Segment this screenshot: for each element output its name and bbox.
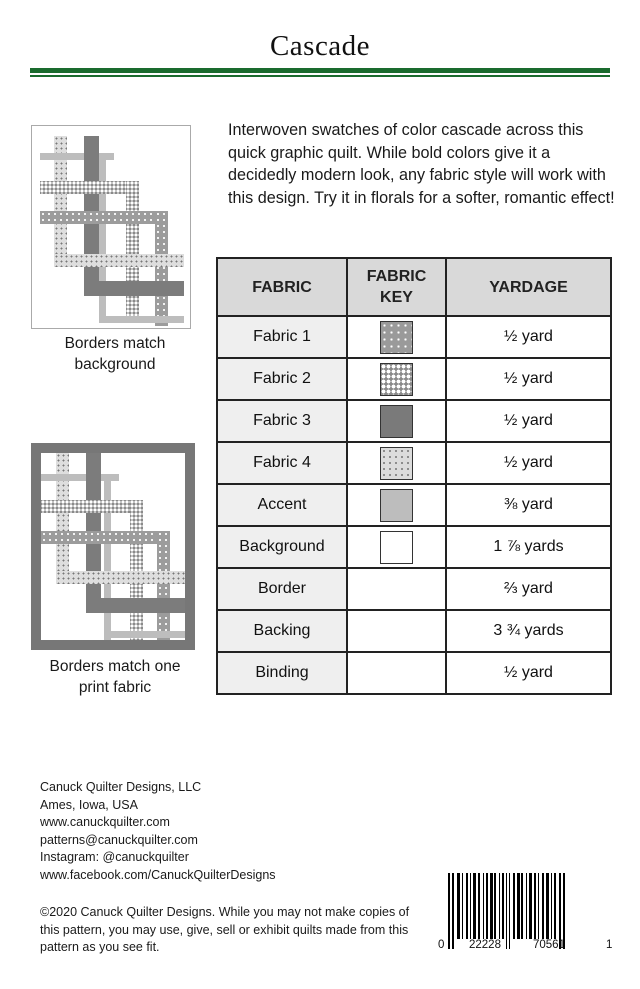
yardage-value: ½ yard xyxy=(446,652,611,694)
company-location: Ames, Iowa, USA xyxy=(40,797,138,812)
fabric-key-cell xyxy=(347,442,446,484)
white-swatch-icon xyxy=(380,531,413,564)
fabric-name: Backing xyxy=(217,610,347,652)
table-row xyxy=(217,316,611,358)
fabric-requirements-table xyxy=(216,257,612,695)
strip-fabric4-horizontal xyxy=(54,254,184,267)
strip-fabric3-horizontal xyxy=(86,598,185,613)
fabric-name: Fabric 4 xyxy=(217,442,347,484)
light-gray-solid-swatch-icon xyxy=(380,489,413,522)
strip-fabric2-vertical xyxy=(126,181,139,321)
copyright-notice: ©2020 Canuck Quilter Designs. While you may not make copies of this pattern, you may use, give, sell or exhibit quilts made from this pattern as you see fit. xyxy=(40,905,410,954)
fabric-key-cell xyxy=(347,610,446,652)
table-row xyxy=(217,484,611,526)
email-link[interactable]: patterns@canuckquilter.com xyxy=(40,832,198,847)
contact-info xyxy=(40,779,276,884)
title-divider-thick xyxy=(30,68,610,73)
fabric-name: Background xyxy=(217,526,347,568)
strip-accent-vertical xyxy=(104,474,111,640)
caption-borders-match-background xyxy=(28,333,202,375)
caption-line: Borders match one xyxy=(49,658,181,675)
title-divider-thin xyxy=(30,75,610,77)
table-row xyxy=(217,526,611,568)
header-key-line2: KEY xyxy=(380,289,413,306)
strip-fabric4-vertical xyxy=(56,453,69,581)
fabric-key-cell xyxy=(347,652,446,694)
fabric-key-cell xyxy=(347,316,446,358)
strip-accent-bottom xyxy=(104,631,185,638)
table-row xyxy=(217,652,611,694)
caption-line: background xyxy=(74,356,156,373)
fabric-key-cell xyxy=(347,400,446,442)
yardage-value: ⅜ yard xyxy=(446,484,611,526)
quilt-illustration-background-border xyxy=(31,125,191,329)
caption-borders-match-print xyxy=(28,656,202,698)
pattern-title: Cascade xyxy=(269,30,371,62)
yardage-value: ½ yard xyxy=(446,400,611,442)
fabric-key-cell xyxy=(347,484,446,526)
strip-accent-vertical xyxy=(99,153,106,323)
fabric-key-cell xyxy=(347,568,446,610)
fabric-name: Binding xyxy=(217,652,347,694)
yardage-value: ½ yard xyxy=(446,442,611,484)
strip-fabric3-horizontal xyxy=(84,281,184,296)
table-row xyxy=(217,610,611,652)
barcode-right-digit: 1 xyxy=(606,939,613,951)
fabric-name: Fabric 3 xyxy=(217,400,347,442)
barcode-bars-icon xyxy=(448,873,598,939)
header-fabric-key xyxy=(347,258,446,316)
light-gray-print-swatch-icon xyxy=(380,447,413,480)
fabric-name: Fabric 1 xyxy=(217,316,347,358)
table-header-row xyxy=(217,258,611,316)
barcode-left-digit: 0 xyxy=(438,939,445,951)
header-yardage: YARDAGE xyxy=(446,258,611,316)
strip-fabric2-horizontal xyxy=(41,500,143,513)
yardage-value: 1 ⅞ yards xyxy=(446,526,611,568)
fabric-key-cell xyxy=(347,358,446,400)
fabric-name: Border xyxy=(217,568,347,610)
strip-fabric1-horizontal xyxy=(41,531,169,544)
instagram-handle[interactable]: Instagram: @canuckquilter xyxy=(40,850,189,864)
fabric-name: Fabric 2 xyxy=(217,358,347,400)
table-row xyxy=(217,358,611,400)
table-row xyxy=(217,568,611,610)
gray-check-swatch-icon xyxy=(380,363,413,396)
upc-barcode xyxy=(438,873,618,955)
facebook-link[interactable]: www.facebook.com/CanuckQuilterDesigns xyxy=(40,867,276,882)
barcode-group2: 70561 xyxy=(533,939,565,951)
yardage-value: ⅔ yard xyxy=(446,568,611,610)
yardage-value: 3 ¾ yards xyxy=(446,610,611,652)
strip-fabric4-horizontal xyxy=(56,571,185,584)
gray-dot-swatch-icon xyxy=(380,321,413,354)
caption-line: print fabric xyxy=(78,679,152,696)
yardage-value: ½ yard xyxy=(446,316,611,358)
caption-line: Borders match xyxy=(64,335,166,352)
strip-accent-bottom xyxy=(99,316,184,323)
pattern-description: Interwoven swatches of color cascade across this quick graphic quilt. While bold colors give it a decidedly modern look, any fabric style will work with this design. Try it in florals for a softer, romantic effect! xyxy=(228,121,615,207)
strip-fabric1-vertical xyxy=(157,531,170,640)
fabric-name: Accent xyxy=(217,484,347,526)
header-key-line1: FABRIC xyxy=(366,268,427,285)
strip-fabric1-vertical xyxy=(155,211,168,326)
fabric-key-cell xyxy=(347,526,446,568)
dark-gray-solid-swatch-icon xyxy=(380,405,413,438)
table-row xyxy=(217,442,611,484)
yardage-value: ½ yard xyxy=(446,358,611,400)
strip-fabric2-vertical xyxy=(130,500,143,640)
header-fabric: FABRIC xyxy=(217,258,347,316)
website-link[interactable]: www.canuckquilter.com xyxy=(40,815,170,829)
strip-fabric2-horizontal xyxy=(40,181,139,194)
quilt-illustration-print-border xyxy=(31,443,195,650)
barcode-group1: 22228 xyxy=(469,939,501,951)
table-row xyxy=(217,400,611,442)
strip-fabric1-horizontal xyxy=(40,211,168,224)
company-name: Canuck Quilter Designs, LLC xyxy=(40,780,202,794)
